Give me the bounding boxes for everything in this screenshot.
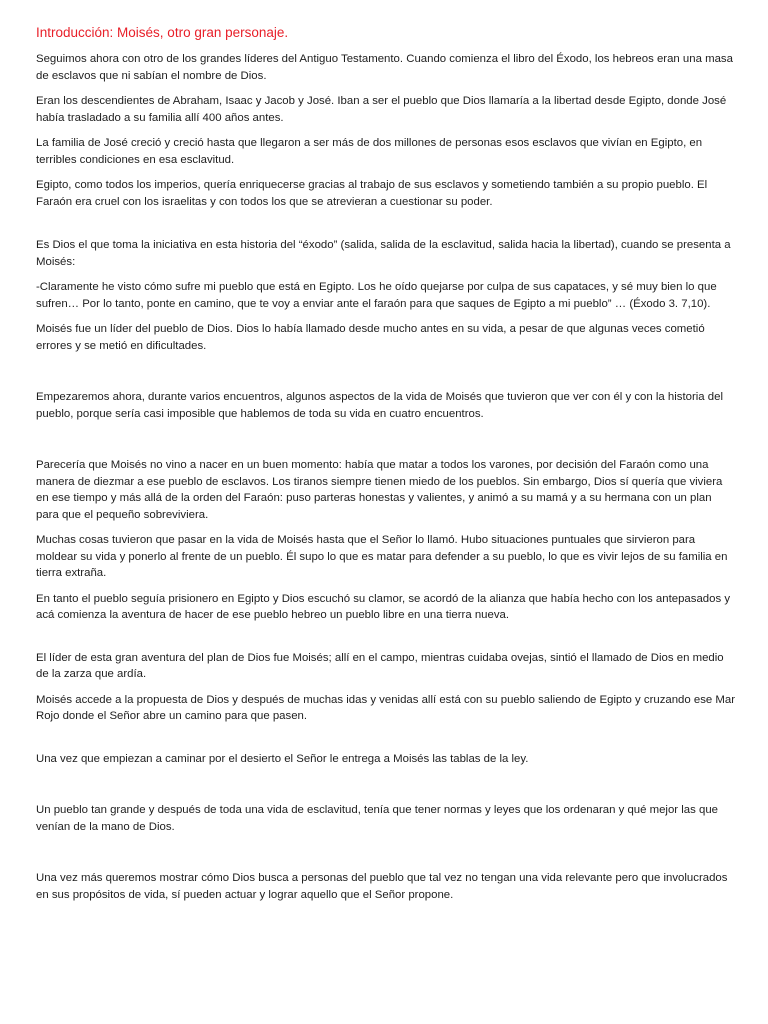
- paragraph: El líder de esta gran aventura del plan de Dios fue Moisés; allí en el campo, mientras cuidaba ovejas, sintió el llamado de Dios en medio de la zarza que ardía.: [36, 651, 724, 680]
- paragraph: Moisés accede a la propuesta de Dios y después de muchas idas y venidas allí está con su pueblo saliendo de Egipto y cruzando ese Mar Rojo donde el Señor abre un camino para que pasen.: [36, 693, 736, 722]
- paragraph: La familia de José creció y creció hasta que llegaron a ser más de dos millones de personas esos esclavos que vivían en Egipto, en terribles condiciones en esa esclavitud.: [36, 137, 703, 166]
- paragraph: Muchas cosas tuvieron que pasar en la vida de Moisés hasta que el Señor lo llamó. Hubo situaciones puntuales que sirvieron para moldear su vida y ponerlo al frente de un pueblo. Él supo lo que es matar para defender a su pueblo, lo que es vivir lejos de su familia en tierra extraña.: [36, 534, 728, 579]
- paragraph: Eran los descendientes de Abraham, Isaac y Jacob y José. Iban a ser el pueblo que Dios llamaría a la libertad desde Egipto, donde José había trasladado a su familia allí 400 años antes.: [36, 95, 727, 124]
- paragraph: Empezaremos ahora, durante varios encuentros, algunos aspectos de la vida de Moisés que tuvieron que ver con él y con la historia del pueblo, porque sería casi imposible que hablemos de toda su vida en cuatro encuentros.: [36, 391, 723, 420]
- paragraph: Un pueblo tan grande y después de toda una vida de esclavitud, tenía que tener normas y leyes que los ordenaran y qué mejor las que venían de la mano de Dios.: [36, 804, 718, 833]
- paragraph: Es Dios el que toma la iniciativa en esta historia del “éxodo” (salida, salida de la esclavitud, salida hacia la libertad), cuando se presenta a Moisés:: [36, 239, 731, 268]
- paragraph: Una vez más queremos mostrar cómo Dios busca a personas del pueblo que tal vez no tengan una vida relevante pero que involucrados en sus propósitos de vida, sí pueden actuar y lograr aquello que el Señor propone.: [36, 872, 728, 901]
- document-page: [36, 24, 736, 912]
- paragraph: Seguimos ahora con otro de los grandes líderes del Antiguo Testamento. Cuando comienza el libro del Éxodo, los hebreos eran una masa de esclavos que ni sabían el nombre de Dios.: [36, 53, 733, 82]
- paragraph: Parecería que Moisés no vino a nacer en un buen momento: había que matar a todos los varones, por decisión del Faraón como una manera de diezmar a ese pueblo de esclavos. Los tiranos siempre tienen miedo de los pueblos. Sin embargo, Dios sí quería que viviera en ese tiempo y más allá de la orden del Faraón: puso parteras honestas y valientes, y animó a su mamá y a su hermana con un plan para que el pequeño sobreviviera.: [36, 459, 723, 521]
- quote-paragraph: -Claramente he visto cómo sufre mi pueblo que está en Egipto. Los he oído quejarse por culpa de sus capataces, y sé muy bien lo que sufren… Por lo tanto, ponte en camino, que te voy a enviar ante el faraón para que saques de Egipto a mi pueblo” … (Éxodo 3. 7,10).: [36, 281, 717, 310]
- paragraph: En tanto el pueblo seguía prisionero en Egipto y Dios escuchó su clamor, se acordó de la alianza que había hecho con los antepasados y acá comienza la aventura de hacer de ese pueblo hebreo un pueblo libre en una tierra nueva.: [36, 592, 731, 621]
- document-title: Introducción: Moisés, otro gran personaje.: [36, 25, 289, 40]
- paragraph: Una vez que empiezan a caminar por el desierto el Señor le entrega a Moisés las tablas de la ley.: [36, 752, 529, 765]
- paragraph: Egipto, como todos los imperios, quería enriquecerse gracias al trabajo de sus esclavos y sometiendo también a su propio pueblo. El Faraón era cruel con los israelitas y con todos los que se atrevieran a cuestionar su poder.: [36, 179, 708, 208]
- paragraph: Moisés fue un líder del pueblo de Dios. Dios lo había llamado desde mucho antes en su vida, a pesar de que algunas veces cometió errores y se metió en dificultades.: [36, 323, 705, 352]
